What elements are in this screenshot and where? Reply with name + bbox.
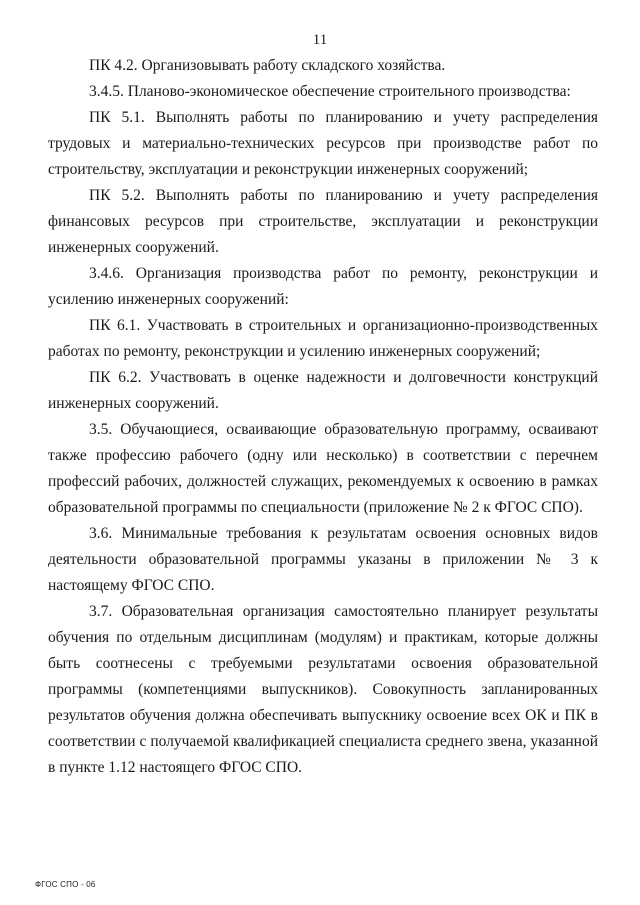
page-number: 11 bbox=[312, 32, 328, 48]
paragraph-3-6: 3.6. Минимальные требования к результатам освоения основных видов деятельности образовательной программы указаны в приложении № 3 к настоящему ФГОС СПО. bbox=[48, 525, 598, 594]
paragraph-pk-5-1: ПК 5.1. Выполнять работы по планированию и учету распределения трудовых и материально-технических ресурсов при производстве работ по строительству, эксплуатации и реконструкции инженерных сооружений; bbox=[48, 109, 598, 178]
document-body bbox=[48, 53, 598, 781]
document-footer: ФГОС СПО - 06 bbox=[35, 880, 96, 889]
paragraph-pk-6-1: ПК 6.1. Участвовать в строительных и организационно-производственных работах по ремонту, реконструкции и усилению инженерных сооружений; bbox=[48, 317, 598, 360]
paragraph-3-4-5: 3.4.5. Планово-экономическое обеспечение строительного производства: bbox=[89, 83, 571, 100]
paragraph-pk-6-2: ПК 6.2. Участвовать в оценке надежности и долговечности конструкций инженерных сооружений. bbox=[48, 369, 598, 412]
paragraph-3-5: 3.5. Обучающиеся, осваивающие образовательную программу, осваивают также профессию рабочего (одну или несколько) в соответствии с перечнем профессий рабочих, должностей служащих, рекомендуемых к освоению в рамках образовательной программы по специальности (приложение № 2 к ФГОС СПО). bbox=[48, 421, 598, 516]
paragraph-pk-4-2: ПК 4.2. Организовывать работу складского хозяйства. bbox=[89, 57, 446, 74]
paragraph-3-7: 3.7. Образовательная организация самостоятельно планирует результаты обучения по отдельным дисциплинам (модулям) и практикам, которые должны быть соотнесены с требуемыми результатами освоения образовательной программы (компетенциями выпускников). Совокупность запланированных результатов обучения должна обеспечивать выпускнику освоение всех ОК и ПК в соответствии с получаемой квалификацией специалиста среднего звена, указанной в пункте 1.12 настоящего ФГОС СПО. bbox=[48, 603, 598, 776]
paragraph-pk-5-2: ПК 5.2. Выполнять работы по планированию и учету распределения финансовых ресурсов при строительстве, эксплуатации и реконструкции инженерных сооружений. bbox=[48, 187, 598, 256]
paragraph-3-4-6: 3.4.6. Организация производства работ по ремонту, реконструкции и усилению инженерных сооружений: bbox=[48, 265, 598, 308]
